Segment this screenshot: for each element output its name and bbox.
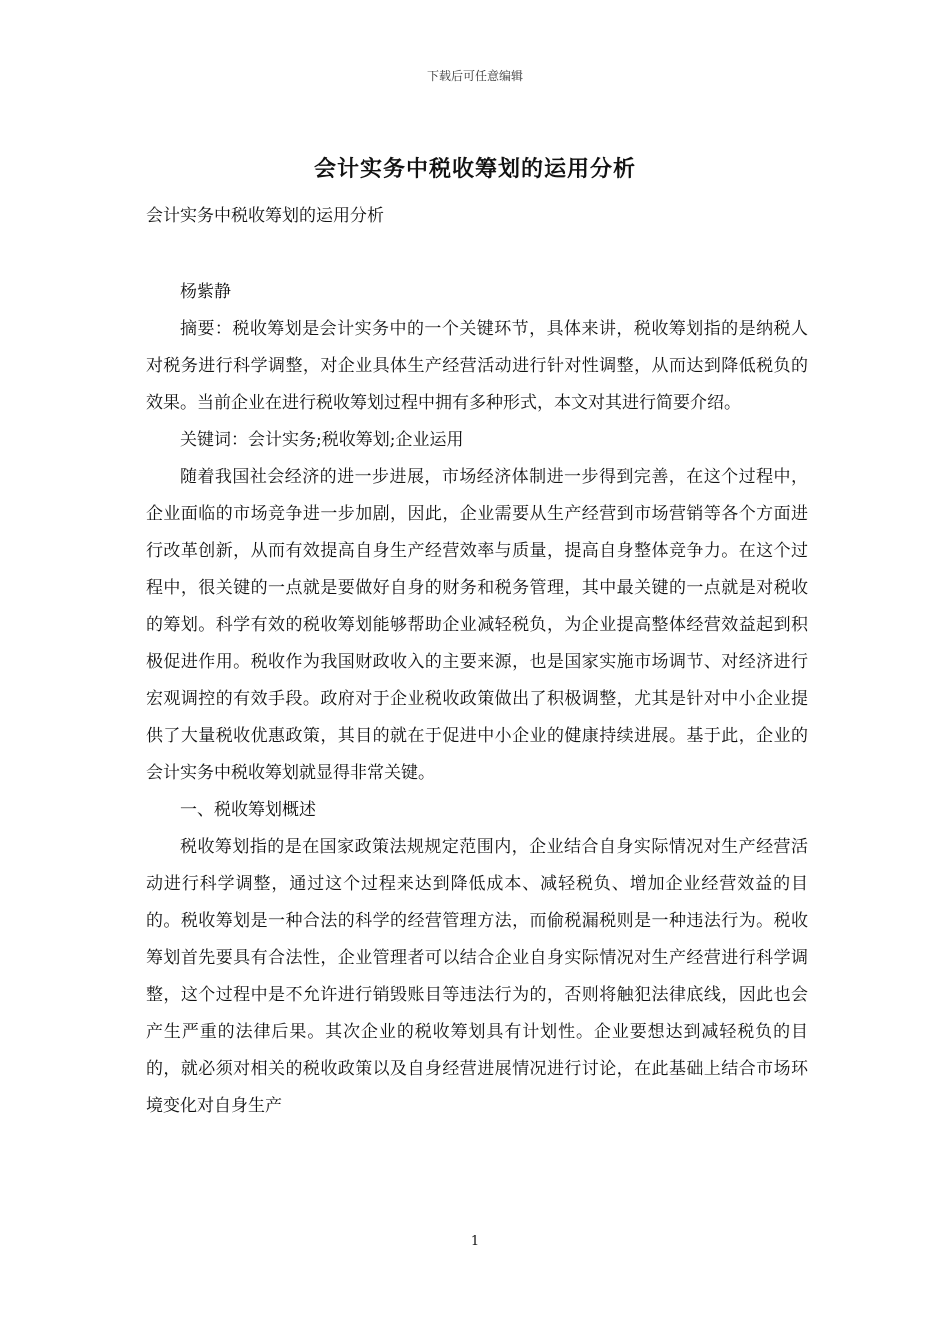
abstract-paragraph: 摘要：税收筹划是会计实务中的一个关键环节，具体来讲，税收筹划指的是纳税人对税务进行科学调整，对企业具体生产经营活动进行针对性调整，从而达到降低税负的效果。当前企业在进行税收筹划过程中拥有多种形式，本文对其进行简要介绍。 (146, 319, 808, 413)
keywords-paragraph: 关键词：会计实务;税收筹划;企业运用 (180, 430, 464, 450)
intro-paragraph: 随着我国社会经济的进一步进展，市场经济体制进一步得到完善，在这个过程中，企业面临的市场竞争进一步加剧，因此，企业需要从生产经营到市场营销等各个方面进行改革创新，从而有效提高自身生产经营效率与质量，提高自身整体竞争力。在这个过程中，很关键的一点就是要做好自身的财务和税务管理，其中最关键的一点就是对税收的筹划。科学有效的税收筹划能够帮助企业减轻税负，为企业提高整体经营效益起到积极促进作用。税收作为我国财政收入的主要来源，也是国家实施市场调节、对经济进行宏观调控的有效手段。政府对于企业税收政策做出了积极调整，尤其是针对中小企业提供了大量税收优惠政策，其目的就在于促进中小企业的健康持续进展。基于此，企业的会计实务中税收筹划就显得非常关键。 (146, 467, 808, 783)
document-body (146, 274, 808, 1125)
page-number: 1 (470, 1234, 480, 1249)
document-title: 会计实务中税收筹划的运用分析 (313, 156, 636, 182)
document-subtitle: 会计实务中税收筹划的运用分析 (146, 206, 384, 226)
page-header: 下载后可任意编辑 (426, 69, 523, 83)
author-name: 杨紫静 (180, 282, 231, 302)
section-paragraph: 税收筹划指的是在国家政策法规规定范围内，企业结合自身实际情况对生产经营活动进行科学调整，通过这个过程来达到降低成本、减轻税负、增加企业经营效益的目的。税收筹划是一种合法的科学的经营管理方法，而偷税漏税则是一种违法行为。税收筹划首先要具有合法性，企业管理者可以结合企业自身实际情况对生产经营进行科学调整，这个过程中是不允许进行销毁账目等违法行为的，否则将触犯法律底线，因此也会产生严重的法律后果。其次企业的税收筹划具有计划性。企业要想达到减轻税负的目的，就必须对相关的税收政策以及自身经营进展情况进行讨论，在此基础上结合市场环境变化对自身生产 (146, 837, 808, 1116)
section-heading: 一、税收筹划概述 (180, 800, 316, 820)
